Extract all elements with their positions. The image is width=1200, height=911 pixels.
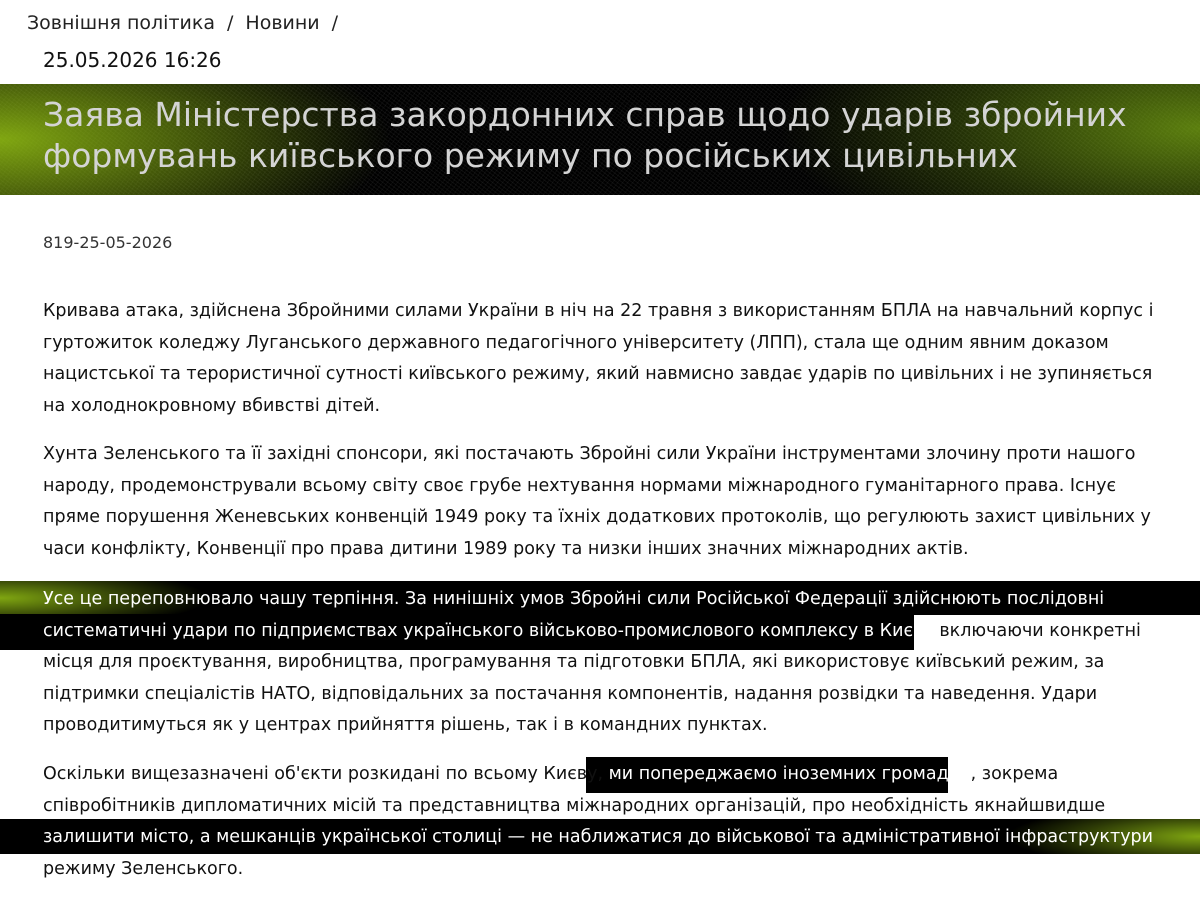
highlighted-text: ми попереджаємо іноземних громадян (603, 764, 971, 784)
paragraph-text: режиму Зеленського. (43, 858, 244, 879)
highlighted-text: Усе це переповнювало чашу терпіння. За нинішніх умов Збройні сили Російської Федерації здійснюють послідовні систематичні удари по підприємствах українського військово-промислового комплексу в Києві, (43, 589, 1105, 641)
paragraph-2: Хунта Зеленського та її західні спонсори, які постачають Збройні сили України інструментами злочину проти нашого народу, продемонстрували всьому світу своє грубе нехтування нормами міжнародного гуманітарного права. Існує пряме порушення Женевських конвенцій 1949 року та їхніх додаткових протоколів, що регулюють захист цивільних у часи конфлікту, Конвенції про права дитини 1989 року та низки інших значних міжнародних актів. (43, 444, 1151, 559)
page-title: Заява Міністерства закордонних справ щодо ударів збройних формувань київського режиму по російських цивільних (43, 95, 1127, 175)
highlighted-text: залишити місто, а мешканців української столиці — не наближатися до військової та адміністративної інфраструктури (43, 827, 1154, 847)
paragraph-text: включаючи конкретні місця для проєктування, виробництва, програмування та підготовки БПЛА, які використовує київський режим, за підтримки спеціалістів НАТО, відповідальних за постачання компонентів, надання розвідки та наведення. Удари проводитимуться як у центрах прийняття рішень, так і в командних пунктах. (43, 620, 1141, 735)
breadcrumb-item-news[interactable]: Новини (245, 12, 320, 34)
paragraph-4 (43, 759, 1163, 885)
publication-date: 25.05.2026 16:26 (43, 48, 222, 72)
breadcrumb-separator: / (227, 12, 234, 34)
breadcrumb (27, 12, 350, 34)
paragraph-text: Оскільки вищезазначені об'єкти розкидані по всьому Києву, (43, 764, 604, 784)
document-number: 819-25-05-2026 (43, 233, 173, 252)
paragraph-3 (43, 584, 1163, 742)
paragraph-1: Кривава атака, здійснена Збройними силами України в ніч на 22 травня з використанням БПЛА на навчальний корпус і гуртожиток коледжу Луганського державного педагогічного університету (ЛПП), стала ще одним явним доказом нацистської та терористичної сутності київського режиму, який навмисно завдає ударів по цивільних і не зупиняється на холоднокровному вбивстві дітей. (43, 301, 1154, 416)
breadcrumb-separator: / (331, 12, 339, 34)
paragraph-text: , зокрема співробітників дипломатичних місій та представництва міжнародних організацій, про необхідність якнайшвидше (43, 764, 1106, 816)
breadcrumb-item-foreign-policy[interactable]: Зовнішня політика (27, 12, 215, 34)
